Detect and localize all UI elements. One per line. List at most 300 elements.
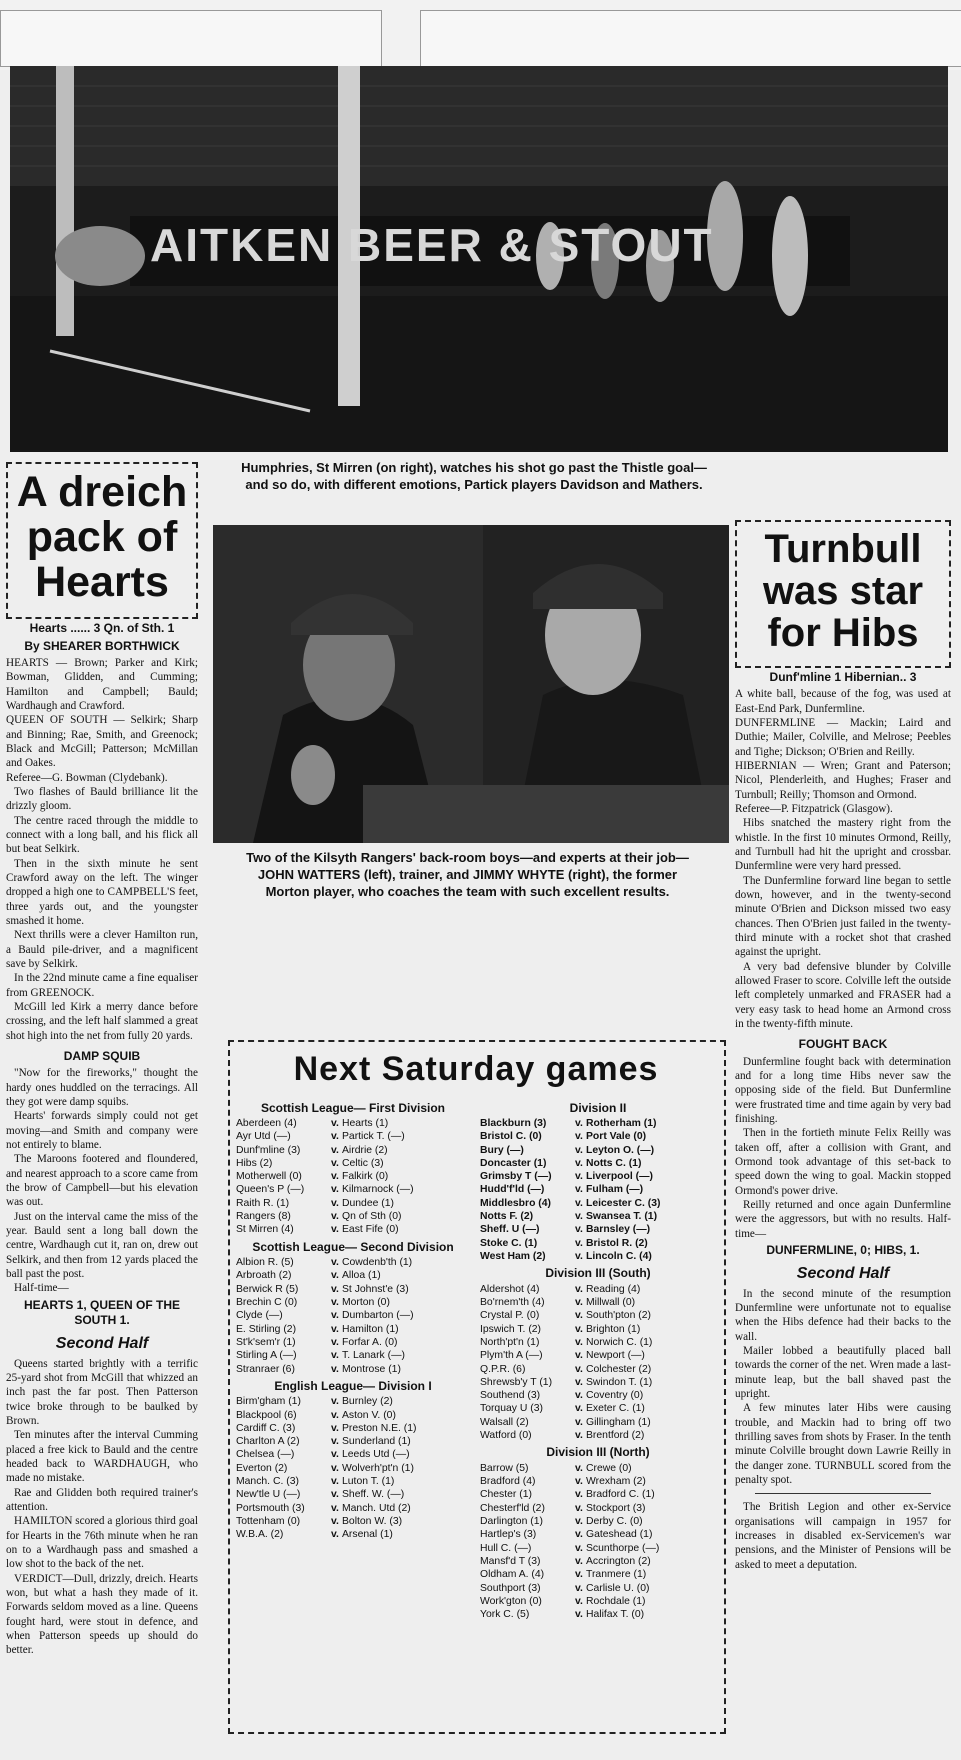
portrait-photo-drawing — [213, 525, 729, 843]
fixture-away: Qn of Sth (0) — [342, 1211, 402, 1223]
fixture-row — [480, 1502, 716, 1515]
fixture-versus: v. — [331, 1211, 339, 1223]
fixture-away: Stockport (3) — [586, 1502, 646, 1514]
fixture-versus: v. — [575, 1350, 583, 1362]
fixture-home: Sheff. U (—) — [480, 1224, 540, 1236]
fixture-versus: v. — [331, 1409, 339, 1421]
fixture-versus: v. — [575, 1502, 583, 1514]
fixtures-list-sl1 — [236, 1117, 470, 1237]
fixture-versus: v. — [575, 1476, 583, 1488]
fixture-versus: v. — [575, 1131, 583, 1143]
fixtures-list-d2 — [480, 1117, 716, 1263]
fixture-away: Crewe (0) — [586, 1462, 632, 1474]
fixture-home: Blackburn (3) — [480, 1117, 547, 1129]
hearts-para-10: Just on the interval came the miss of the year. Bauld sent a long ball down the centre, Wardhaugh cut it, ran on, drew out Selkirk, and then from 12 yards placed the ball past the post. — [6, 1210, 198, 1280]
fixtures-head-el1: English League— Division I — [274, 1378, 432, 1393]
fixture-versus: v. — [575, 1430, 583, 1442]
fixture-home: Middlesbro (4) — [480, 1197, 552, 1209]
fixture-away: Liverpool (—) — [586, 1171, 653, 1183]
fixture-home: Southend (3) — [480, 1390, 541, 1402]
fixture-home: Torquay U (3) — [480, 1403, 543, 1415]
hoarding-text: AITKEN BEER & STOUT — [150, 219, 714, 271]
fixture-row — [480, 1528, 716, 1541]
fixture-away: Accrington (2) — [586, 1555, 651, 1567]
fixture-row — [236, 1210, 470, 1223]
fixture-home: Aberdeen (4) — [236, 1117, 297, 1129]
hearts-subhead-1: DAMP SQUIB — [63, 1049, 141, 1063]
fixture-away: Leicester C. (3) — [586, 1197, 661, 1209]
fixture-away: Halifax T. (0) — [586, 1609, 645, 1621]
fixture-away: Millwall (0) — [586, 1296, 636, 1308]
fixture-versus: v. — [331, 1224, 339, 1236]
hibs-para-2: Hibs snatched the mastery right from the whistle. In the first 10 minutes Ormond, Reilly, and Turnbull had hit the upright and crossbar. Dunfermline were very hard pressed. — [735, 817, 951, 873]
fixtures-list-d3s — [480, 1283, 716, 1443]
fixture-row — [480, 1223, 716, 1236]
fixture-row — [236, 1296, 470, 1309]
hearts-headline-box — [6, 462, 198, 619]
fixture-row — [480, 1157, 716, 1170]
fixture-versus: v. — [331, 1184, 339, 1196]
fixture-home: New'tle U (—) — [236, 1489, 301, 1501]
dunfermline-lineup: DUNFERMLINE — Mackin; Laird and Duthie; Mailer, Colville, and Melrose; Peebles and Tighe; Dickson; O'Brien and Reilly. — [735, 717, 951, 758]
fixture-row — [480, 1363, 716, 1376]
fixture-away: Norwich C. (1) — [586, 1336, 653, 1348]
fixture-home: Southport (3) — [480, 1582, 541, 1594]
fixture-row — [480, 1170, 716, 1183]
legion-note: The British Legion and other ex-Service organisations will campaign in 1957 for increases in disabled ex-Servicemen's war pensions, and the Minister of Pensions will be asked to meet a deputation. — [735, 1501, 951, 1571]
fixtures-title: Next Saturday games — [293, 1050, 659, 1088]
fixture-away: Bristol R. (2) — [586, 1237, 648, 1249]
fixture-home: Portsmouth (3) — [236, 1502, 305, 1514]
fixture-home: Raith R. (1) — [236, 1197, 290, 1209]
hearts-subhead-2: Second Half — [55, 1335, 149, 1353]
fixture-row — [480, 1389, 716, 1402]
fixture-versus: v. — [331, 1350, 339, 1362]
hibs-para-1: A white ball, because of the fog, was used at East-End Park, Dunfermline. — [735, 688, 951, 715]
fixture-versus: v. — [575, 1157, 583, 1169]
fixture-home: Berwick R (5) — [236, 1283, 299, 1295]
fixture-versus: v. — [331, 1476, 339, 1488]
fixtures-list-el1 — [236, 1395, 470, 1541]
fixture-versus: v. — [575, 1336, 583, 1348]
top-clipping-left — [0, 10, 382, 67]
hearts-para-8: Hearts' forwards simply could not get moving—and Smith and company were not entirely to blame. — [6, 1110, 198, 1151]
match-photo — [10, 66, 948, 452]
fixture-home: Charlton A (2) — [236, 1436, 300, 1448]
fixture-versus: v. — [575, 1376, 583, 1388]
fixture-away: Airdrie (2) — [342, 1144, 388, 1156]
fixture-home: Hartlep's (3) — [480, 1529, 537, 1541]
fixture-row — [480, 1336, 716, 1349]
fixture-row — [236, 1256, 470, 1269]
fixture-home: West Ham (2) — [480, 1251, 546, 1262]
fixture-away: Rochdale (1) — [586, 1595, 646, 1607]
fixture-versus: v. — [575, 1390, 583, 1402]
fixture-versus: v. — [575, 1197, 583, 1209]
fixture-away: Swansea T. (1) — [586, 1211, 658, 1223]
fixture-versus: v. — [331, 1157, 339, 1169]
fixture-row — [480, 1608, 716, 1621]
fixture-versus: v. — [575, 1555, 583, 1567]
fixture-away: Scunthorpe (—) — [586, 1542, 660, 1554]
fixture-row — [480, 1250, 716, 1263]
fixture-row — [236, 1488, 470, 1501]
fixture-versus: v. — [575, 1310, 583, 1322]
fixture-away: Cowdenb'th (1) — [342, 1257, 413, 1269]
hearts-byline: By SHEARER BORTHWICK — [24, 638, 180, 653]
fixture-home: Hudd'f'ld (—) — [480, 1184, 545, 1196]
fixture-row — [236, 1528, 470, 1541]
hibs-para-3: The Dunfermline forward line began to settle down, however, and in the twenty-second minute O'Brien and Dickson missed two easy chances. Then O'Brien just failed in the twenty-third minute with a rocket shot that crashed against the upright. — [735, 874, 951, 959]
fixture-home: Ayr Utd (—) — [236, 1131, 291, 1143]
fixture-home: Birm'gham (1) — [236, 1396, 301, 1408]
fixture-row — [480, 1197, 716, 1210]
fixture-versus: v. — [331, 1422, 339, 1434]
fixture-row — [480, 1475, 716, 1488]
hibs-para-9: Mailer lobbed a beautifully placed ball towards the corner of the net. Wren made a last-minute leap, but the ball shaved past the upright. — [735, 1345, 951, 1400]
fixture-row — [236, 1349, 470, 1362]
hibs-score: Dunf'mline 1 Hibernian.. 3 — [769, 670, 917, 684]
fixture-away: Sunderland (1) — [342, 1436, 411, 1448]
fixture-row — [480, 1429, 716, 1442]
fixture-row — [236, 1157, 470, 1170]
fixture-versus: v. — [575, 1171, 583, 1183]
fixture-home: Chelsea (—) — [236, 1449, 295, 1461]
hearts-para-12: Queens started brightly with a terrific 25-yard shot from McGill that whizzed an inch past the far post. Then Patterson twice broke through to be baulked by Brown. — [6, 1357, 198, 1428]
fixture-row — [236, 1363, 470, 1376]
fixture-row — [480, 1582, 716, 1595]
fixture-away: Rotherham (1) — [586, 1117, 657, 1129]
fixture-row — [480, 1568, 716, 1581]
fixture-versus: v. — [575, 1211, 583, 1223]
fixture-home: Mansf'd T (3) — [480, 1555, 541, 1567]
fixture-versus: v. — [331, 1144, 339, 1156]
fixture-away: St Johnst'e (3) — [342, 1283, 409, 1295]
fixture-home: W.B.A. (2) — [236, 1529, 284, 1541]
hearts-para-3: Then in the sixth minute he sent Crawford away on the left. The winger dropped a high one to CAMPBELL'S feet, three yards out, and the youngster smashed it home. — [6, 857, 198, 928]
fixture-home: Aldershot (4) — [480, 1283, 540, 1295]
fixture-away: Forfar A. (0) — [342, 1336, 398, 1348]
fixture-versus: v. — [331, 1323, 339, 1335]
hearts-headline: A dreich pack of Hearts — [16, 468, 188, 607]
fixture-row — [236, 1130, 470, 1143]
fixture-row — [236, 1409, 470, 1422]
fixture-versus: v. — [575, 1296, 583, 1308]
fixtures-list-d3n — [480, 1462, 716, 1622]
fixture-home: St Mirren (4) — [236, 1224, 294, 1236]
fixture-versus: v. — [575, 1416, 583, 1428]
fixture-versus: v. — [331, 1310, 339, 1322]
fixture-away: Exeter C. (1) — [586, 1403, 645, 1415]
fixture-away: Hamilton (1) — [342, 1323, 399, 1335]
fixture-home: Watford (0) — [480, 1430, 532, 1442]
fixture-versus: v. — [331, 1363, 339, 1375]
fixture-row — [480, 1144, 716, 1157]
hibs-halftime: DUNFERMLINE, 0; HIBS, 1. — [766, 1242, 920, 1257]
hibs-para-4: A very bad defensive blunder by Colville allowed Fraser to score. Colville left the outside left completely unmarked and FRASER had a very easy task to head home an Armond cross in the twenty-fifth minute. — [735, 960, 951, 1030]
fixture-versus: v. — [331, 1516, 339, 1528]
fixture-row — [236, 1336, 470, 1349]
fixtures-head-d3s: Division III (South) — [545, 1266, 651, 1281]
fixture-home: Manch. C. (3) — [236, 1476, 299, 1488]
fixture-away: Lincoln C. (4) — [586, 1251, 652, 1262]
fixture-versus: v. — [575, 1117, 583, 1129]
fixture-versus: v. — [331, 1396, 339, 1408]
hearts-score: Hearts ...... 3 Qn. of Sth. 1 — [29, 621, 175, 636]
fixture-home: Clyde (—) — [236, 1310, 283, 1322]
fixture-row — [236, 1283, 470, 1296]
fixture-away: Manch. Utd (2) — [342, 1502, 411, 1514]
fixture-row — [236, 1117, 470, 1130]
caption-top: Humphries, St Mirren (on right), watches his shot go past the Thistle goal—and so do, with different emotions, Partick players Davidson and Mathers. — [241, 460, 707, 492]
fixture-row — [236, 1475, 470, 1488]
hearts-para-5: In the 22nd minute came a fine equaliser from GREENOCK. — [6, 972, 198, 999]
fixture-away: Morton (0) — [342, 1296, 390, 1308]
fixture-home: Arbroath (2) — [236, 1270, 292, 1282]
fixture-row — [480, 1283, 716, 1296]
fixture-away: Leyton O. (—) — [586, 1144, 655, 1156]
fixture-home: Stirling A (—) — [236, 1350, 297, 1362]
fixtures-head-d2: Division II — [569, 1100, 627, 1115]
fixture-away: Tranmere (1) — [586, 1569, 647, 1581]
fixture-row — [236, 1197, 470, 1210]
fixture-away: Burnley (2) — [342, 1396, 393, 1408]
hibernian-lineup: HIBERNIAN — Wren; Grant and Paterson; Nicol, Plenderleith, and Hughes; Fraser and Turnbull; Reilly; Thomson and Ormond. — [735, 760, 951, 801]
fixture-away: East Fife (0) — [342, 1224, 399, 1236]
hearts-referee: Referee—G. Bowman (Clydebank). — [6, 771, 168, 784]
fixture-home: Tottenham (0) — [236, 1516, 301, 1528]
fixture-home: Oldham A. (4) — [480, 1569, 545, 1581]
fixture-row — [236, 1309, 470, 1322]
hearts-lineup: HEARTS — Brown; Parker and Kirk; Bowman, Glidden, and Cumming; Hamilton and Campbell; Bauld; Wardhaugh and Crawford. — [6, 657, 198, 713]
fixture-home: York C. (5) — [480, 1609, 530, 1621]
fixture-versus: v. — [331, 1117, 339, 1129]
fixture-versus: v. — [575, 1462, 583, 1474]
fixture-away: Leeds Utd (—) — [342, 1449, 410, 1461]
hibs-referee: Referee—P. Fitzpatrick (Glasgow). — [735, 802, 893, 815]
fixture-away: Wrexham (2) — [586, 1476, 646, 1488]
fixture-row — [480, 1183, 716, 1196]
hearts-para-6: McGill led Kirk a merry dance before crossing, and the left half slammed a great shot high into the net from fully 20 yards. — [6, 1001, 198, 1042]
fixture-home: Blackpool (6) — [236, 1409, 297, 1421]
fixture-home: North'pt'n (1) — [480, 1336, 540, 1348]
fixture-row — [480, 1349, 716, 1362]
fixture-home: Ipswich T. (2) — [480, 1323, 542, 1335]
fixture-away: Preston N.E. (1) — [342, 1422, 417, 1434]
fixture-away: Luton T. (1) — [342, 1476, 395, 1488]
fixture-away: Kilmarnock (—) — [342, 1184, 414, 1196]
fixture-row — [480, 1542, 716, 1555]
fixture-versus: v. — [331, 1462, 339, 1474]
fixture-home: Motherwell (0) — [236, 1171, 302, 1183]
fixture-home: Bo'rnem'th (4) — [480, 1296, 545, 1308]
fixtures-head-sl2: Scottish League— Second Division — [252, 1239, 454, 1254]
fixture-home: Walsall (2) — [480, 1416, 529, 1428]
fixture-away: Wolverh'pt'n (1) — [342, 1462, 414, 1474]
fixture-row — [236, 1435, 470, 1448]
fixture-versus: v. — [575, 1489, 583, 1501]
fixture-home: Crystal P. (0) — [480, 1310, 540, 1322]
fixture-away: Partick T. (—) — [342, 1131, 405, 1143]
fixture-away: Bradford C. (1) — [586, 1489, 655, 1501]
hibs-divider — [755, 1493, 931, 1494]
hearts-para-7: "Now for the fireworks," thought the hardy ones huddled on the terracings. All they got were damp squibs. — [6, 1067, 198, 1109]
fixture-versus: v. — [331, 1502, 339, 1514]
fixtures-head-sl1: Scottish League— First Division — [260, 1100, 446, 1115]
fixture-away: Hearts (1) — [342, 1117, 389, 1129]
fixture-home: Hibs (2) — [236, 1157, 273, 1169]
fixture-away: Reading (4) — [586, 1283, 641, 1295]
fixture-versus: v. — [331, 1529, 339, 1541]
fixture-versus: v. — [575, 1363, 583, 1375]
fixture-away: Brentford (2) — [586, 1430, 645, 1442]
fixtures-left-col — [236, 1098, 470, 1622]
hibs-para-7: Reilly returned and once again Dunfermline were the aggressors, but with no results. Half-time— — [735, 1198, 951, 1240]
fixture-row — [236, 1502, 470, 1515]
fixture-home: E. Stirling (2) — [236, 1323, 297, 1335]
fixture-away: Carlisle U. (0) — [586, 1582, 650, 1594]
hearts-para-16: VERDICT—Dull, drizzly, dreich. Hearts won, but what a hash they made of it. Forwards seldom moved as a line. Queens fought hard, were stout in defence, and when Patterson speeds up should do better. — [6, 1572, 198, 1657]
fixture-home: Plym'th A (—) — [480, 1350, 543, 1362]
fixture-away: Dumbarton (—) — [342, 1310, 414, 1322]
fixture-row — [236, 1170, 470, 1183]
fixture-home: Darlington (1) — [480, 1516, 543, 1528]
fixture-versus: v. — [575, 1251, 583, 1262]
fixture-row — [480, 1210, 716, 1223]
fixture-away: Brighton (1) — [586, 1323, 641, 1335]
fixture-home: Bury (—) — [480, 1144, 524, 1156]
fixture-away: Fulham (—) — [586, 1184, 644, 1196]
hibs-subhead-1: FOUGHT BACK — [798, 1037, 888, 1052]
fixture-away: Dundee (1) — [342, 1197, 394, 1209]
fixture-row — [480, 1323, 716, 1336]
fixture-row — [236, 1448, 470, 1461]
fixture-row — [236, 1323, 470, 1336]
fixture-away: Celtic (3) — [342, 1157, 384, 1169]
fixture-row — [480, 1595, 716, 1608]
fixture-row — [236, 1183, 470, 1196]
hibs-para-6: Then in the fortieth minute Felix Reilly was taken off, after a collision with Grant, and Ormond took advantage of this set-back to speed down the wing to goal. Mackin stopped Ormond's power drive. — [735, 1127, 951, 1197]
fixtures — [236, 1048, 716, 1622]
fixture-home: Q.P.R. (6) — [480, 1363, 526, 1375]
fixture-away: Aston V. (0) — [342, 1409, 396, 1421]
fixture-home: Stranraer (6) — [236, 1363, 295, 1375]
fixture-row — [236, 1269, 470, 1282]
fixture-home: Bradford (4) — [480, 1476, 536, 1488]
fixtures-right-col — [480, 1098, 716, 1622]
fixture-versus: v. — [331, 1489, 339, 1501]
fixture-versus: v. — [331, 1449, 339, 1461]
fixture-home: Grimsby T (—) — [480, 1171, 552, 1183]
hearts-para-13: Ten minutes after the interval Cumming placed a free kick to Bauld and the centre headed back to WARDHAUGH, who made no mistake. — [6, 1429, 198, 1485]
fixture-home: St'k'sem'r (1) — [236, 1336, 296, 1348]
fixture-versus: v. — [331, 1270, 339, 1282]
fixture-row — [480, 1237, 716, 1250]
fixture-home: Rangers (8) — [236, 1211, 291, 1223]
article-hibs — [735, 522, 951, 1572]
fixture-home: Albion R. (5) — [236, 1257, 294, 1269]
fixture-versus: v. — [575, 1595, 583, 1607]
fixture-versus: v. — [575, 1529, 583, 1541]
fixture-versus: v. — [331, 1257, 339, 1269]
fixture-versus: v. — [331, 1283, 339, 1295]
fixture-versus: v. — [575, 1609, 583, 1621]
fixture-versus: v. — [575, 1184, 583, 1196]
fixture-home: Barrow (5) — [480, 1462, 529, 1474]
fixture-away: Colchester (2) — [586, 1363, 652, 1375]
fixture-home: Work'gton (0) — [480, 1595, 542, 1607]
fixture-home: Doncaster (1) — [480, 1157, 547, 1169]
caption-mid: Two of the Kilsyth Rangers' back-room boys—and experts at their job—JOHN WATTERS (left), trainer, and JIMMY WHYTE (right), the former Morton player, who coaches the team with such excellent results. — [246, 850, 689, 899]
fixture-away: Gateshead (1) — [586, 1529, 653, 1541]
fixture-home: Brechin C (0) — [236, 1296, 298, 1308]
fixture-away: Gillingham (1) — [586, 1416, 651, 1428]
fixture-row — [236, 1223, 470, 1236]
fixture-away: Port Vale (0) — [586, 1131, 647, 1143]
fixture-row — [480, 1130, 716, 1143]
hibs-para-10: A few minutes later Hibs were causing trouble, and Mackin had to bring off two thrilling saves from shots by Fraser. In the tenth minute Colville brought down Lawrie Reilly in the danger zone. TURNBULL scored from the penalty spot. — [735, 1402, 951, 1486]
fixture-versus: v. — [575, 1516, 583, 1528]
fixture-home: Hull C. (—) — [480, 1542, 532, 1554]
fixture-versus: v. — [575, 1144, 583, 1156]
hearts-para-15: HAMILTON scored a glorious third goal for Hearts in the 76th minute when he ran on to a Wardhaugh pass and smashed a low shot to the back of the net. — [6, 1515, 198, 1571]
fixtures-head-d3n: Division III (North) — [546, 1445, 650, 1460]
fixture-row — [480, 1462, 716, 1475]
fixture-away: Coventry (0) — [586, 1390, 644, 1402]
page-top-strip — [0, 0, 961, 70]
fixture-row — [480, 1376, 716, 1389]
fixture-row — [480, 1296, 716, 1309]
fixtures-list-sl2 — [236, 1256, 470, 1376]
hearts-para-4: Next thrills were a clever Hamilton run, a Bauld pile-driver, and a magnificent save by Selkirk. — [6, 929, 198, 971]
qos-lineup: QUEEN OF SOUTH — Selkirk; Sharp and Binning; Rae, Smith, and Greenock; Black and McGill; Patterson; McMillan and Oakes. — [6, 714, 198, 770]
fixture-versus: v. — [575, 1224, 583, 1236]
fixture-away: Swindon T. (1) — [586, 1376, 653, 1388]
hibs-para-5: Dunfermline fought back with determination and for a long time Hibs never saw the opposing side of the field. But Dunfermline were frustrated time and time again by very bad finishing. — [735, 1055, 951, 1125]
hibs-headline-box — [735, 520, 951, 668]
fixture-away: T. Lanark (—) — [342, 1350, 405, 1362]
fixture-versus: v. — [575, 1323, 583, 1335]
fixture-row — [480, 1309, 716, 1322]
hibs-headline: Turnbull was star for Hibs — [762, 527, 924, 655]
fixture-away: Newport (—) — [586, 1350, 645, 1362]
fixture-away: Arsenal (1) — [342, 1529, 393, 1541]
fixture-away: Derby C. (0) — [586, 1516, 643, 1528]
fixture-row — [236, 1462, 470, 1475]
fixture-home: Dunf'mline (3) — [236, 1144, 301, 1156]
fixture-row — [236, 1422, 470, 1435]
hibs-para-8: In the second minute of the resumption Dunfermline were unfortunate not to equalise when the Hibs defence had their backs to the wall. — [735, 1287, 951, 1343]
portrait-photo — [213, 525, 729, 843]
fixture-versus: v. — [331, 1436, 339, 1448]
fixture-versus: v. — [575, 1542, 583, 1554]
fixture-row — [480, 1488, 716, 1501]
fixture-away: Falkirk (0) — [342, 1171, 389, 1183]
fixture-away: Barnsley (—) — [586, 1224, 651, 1236]
fixture-home: Notts F. (2) — [480, 1211, 534, 1223]
fixture-away: Alloa (1) — [342, 1270, 381, 1282]
fixture-versus: v. — [331, 1131, 339, 1143]
fixture-away: South'pton (2) — [586, 1310, 651, 1322]
fixture-away: Bolton W. (3) — [342, 1516, 403, 1528]
fixture-row — [480, 1555, 716, 1568]
fixture-away: Sheff. W. (—) — [342, 1489, 405, 1501]
fixture-versus: v. — [331, 1336, 339, 1348]
fixture-row — [480, 1416, 716, 1429]
fixture-home: Cardiff C. (3) — [236, 1422, 296, 1434]
fixture-row — [480, 1402, 716, 1415]
hibs-subhead-2: Second Half — [796, 1265, 890, 1283]
